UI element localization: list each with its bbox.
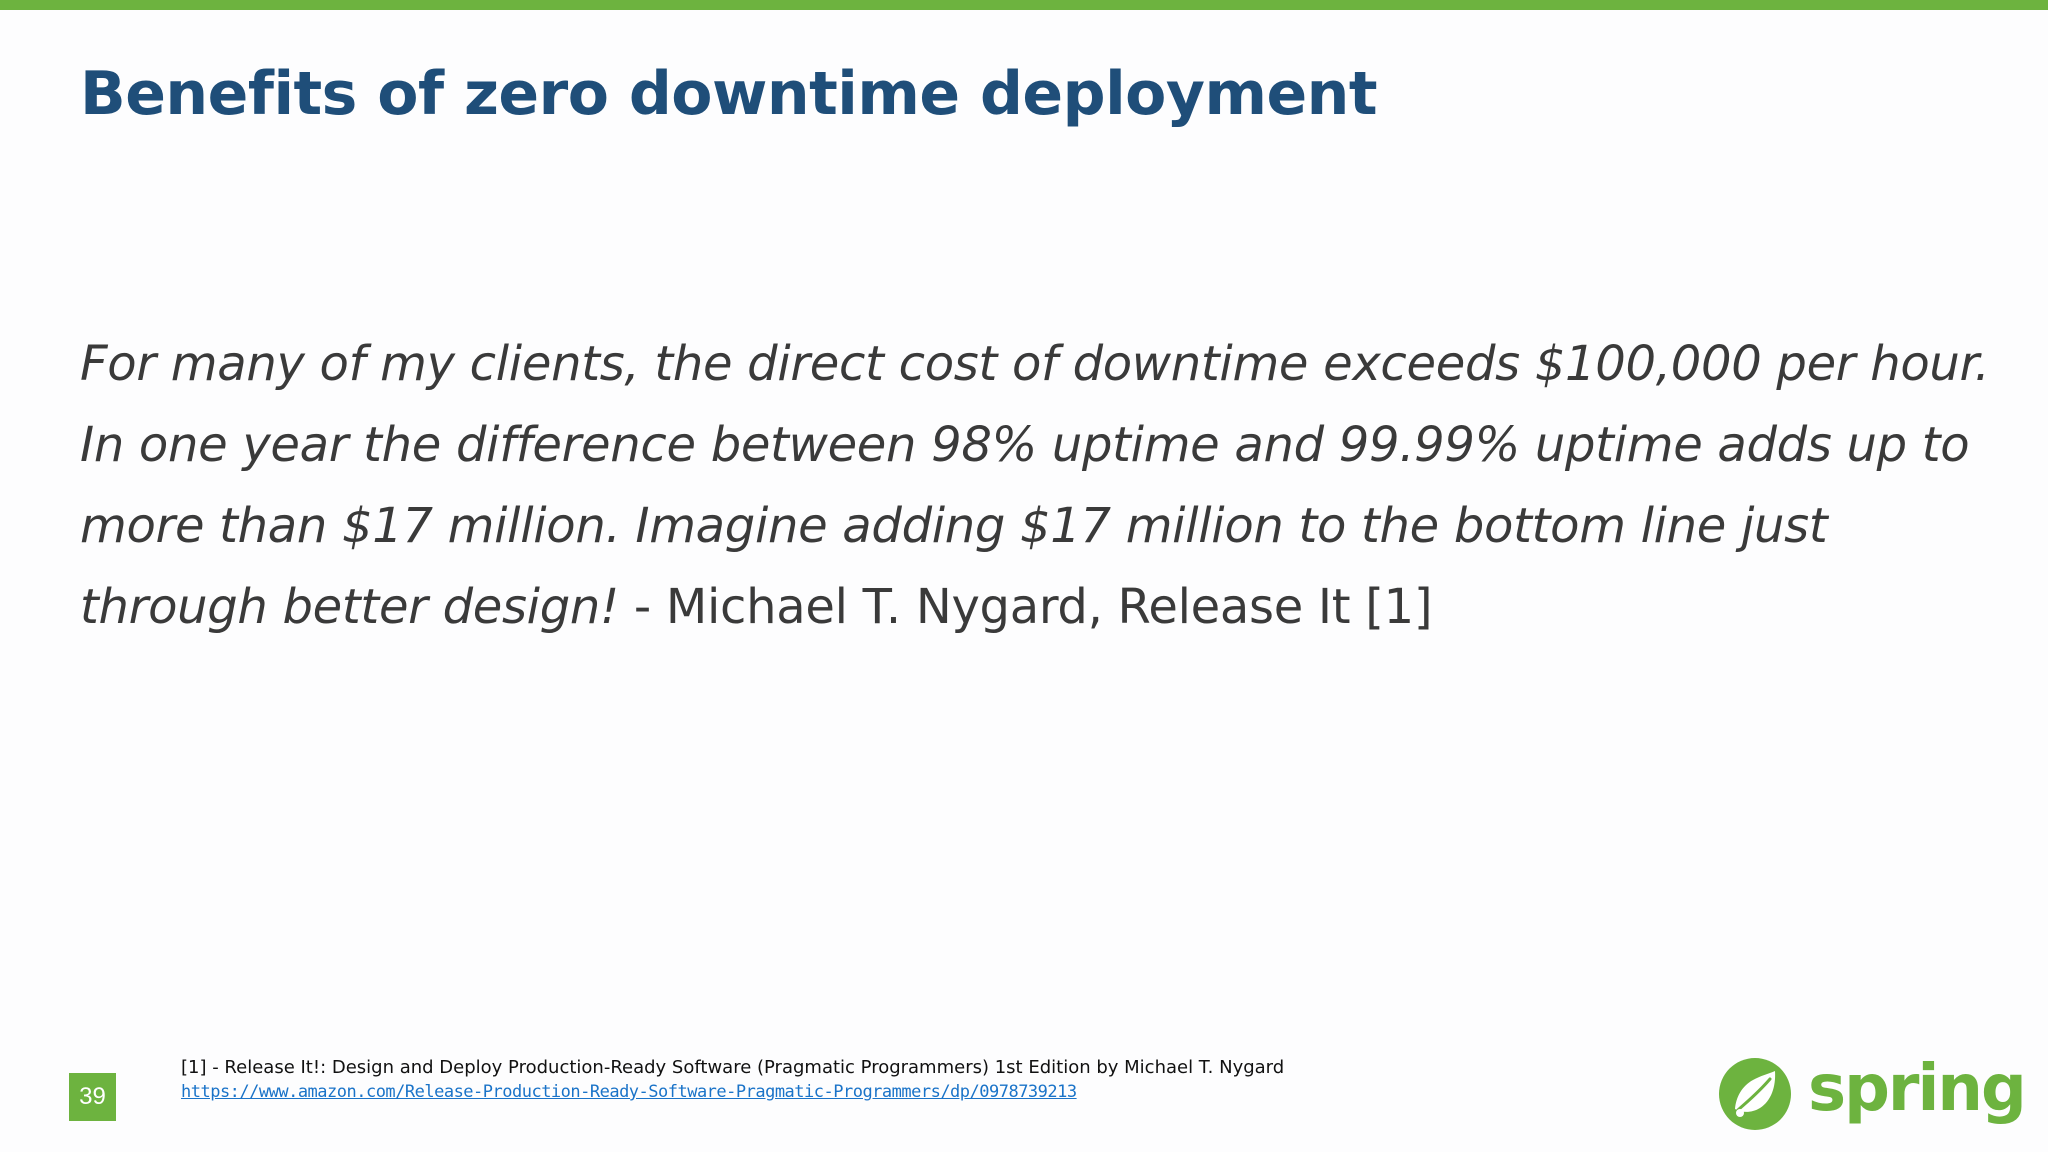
spring-leaf-icon <box>1718 1057 1792 1131</box>
top-accent-bar <box>0 0 2048 10</box>
quote-line-4 <box>80 567 1980 648</box>
slide-title: Benefits of zero downtime deployment <box>80 59 1378 129</box>
footnote-citation: [1] - Release It!: Design and Deploy Production-Ready Software (Pragmatic Programmers) 1st Edition by Michael T. Nygard <box>181 1057 1285 1078</box>
quote-line-3: more than $17 million. Imagine adding $17 million to the bottom line just <box>80 498 1828 554</box>
slide-number: 39 <box>69 1073 116 1121</box>
footnote <box>181 1056 1284 1104</box>
quote-line-4-italic: through better design! <box>80 579 619 635</box>
quote-block <box>80 324 1990 648</box>
footnote-link[interactable]: https://www.amazon.com/Release-Production-Ready-Software-Pragmatic-Programmers/dp/0978739213 <box>181 1082 1077 1102</box>
quote-attribution: - Michael T. Nygard, Release It [1] <box>618 579 1433 635</box>
quote-line-2: In one year the difference between 98% uptime and 99.99% uptime adds up to <box>80 417 1970 473</box>
spring-logo-text: spring <box>1808 1052 2025 1126</box>
spring-logo <box>1718 1052 2025 1133</box>
quote-line-1: For many of my clients, the direct cost of downtime exceeds $100,000 per hour. <box>80 336 1990 392</box>
